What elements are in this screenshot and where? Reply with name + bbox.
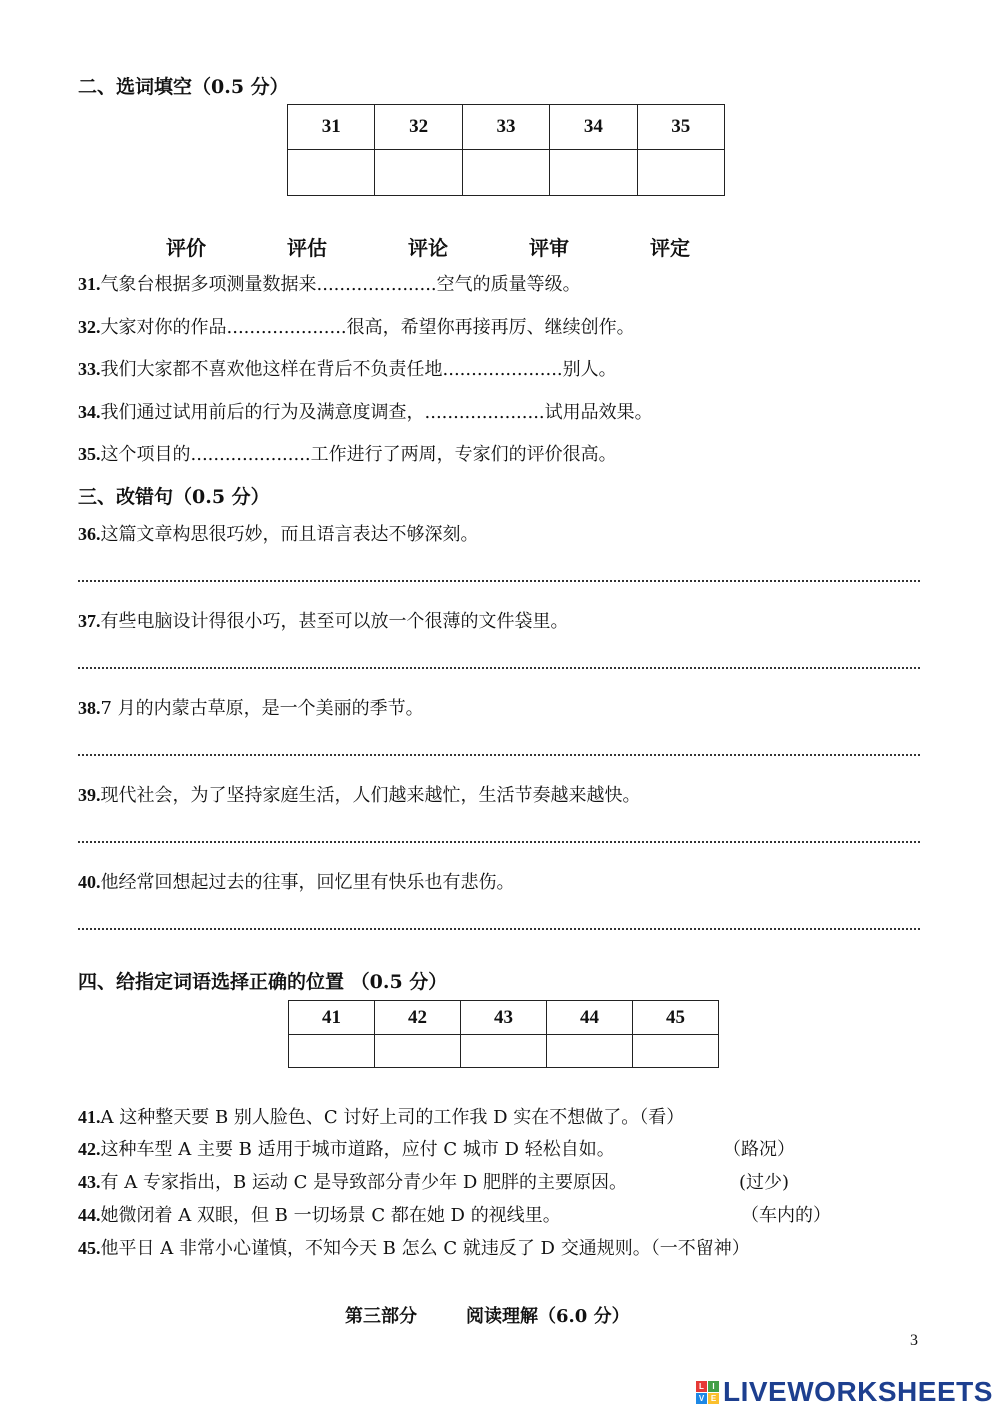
answer-input-33[interactable] — [462, 150, 549, 196]
table-header-43: 43 — [461, 1001, 547, 1035]
question-41: 41.A 这种整天要 B 别人脸色、C 讨好上司的工作我 D 实在不想做了。（看） — [78, 1107, 685, 1128]
question-35: 35.这个项目的.....................工作进行了两周，专家们的评价很高。 — [78, 444, 617, 465]
section4-title: 四、给指定词语选择正确的位置 （0.5 分） — [78, 971, 448, 993]
target-word-44: （车内的） — [741, 1205, 831, 1226]
section2-title: 二、选词填空（0.5 分） — [78, 76, 289, 98]
question-37: 37.有些电脑设计得很小巧，甚至可以放一个很薄的文件袋里。 — [78, 611, 569, 632]
question-36: 36.这篇文章构思很巧妙，而且语言表达不够深刻。 — [78, 524, 479, 545]
answer-table-41-45 — [288, 1000, 719, 1068]
target-word-43: (过少) — [739, 1172, 790, 1193]
answer-input-34[interactable] — [550, 150, 637, 196]
table-header-34: 34 — [550, 105, 637, 150]
question-34: 34.我们通过试用前后的行为及满意度调查，.....................试用品效果。 — [78, 402, 653, 423]
answer-input-35[interactable] — [637, 150, 724, 196]
answer-input-43[interactable] — [461, 1035, 547, 1068]
question-45: 45.他平日 A 非常小心谨慎，不知今天 B 怎么 C 就违反了 D 交通规则。（一不留神） — [78, 1238, 750, 1259]
table-header-33: 33 — [462, 105, 549, 150]
table-header-41: 41 — [289, 1001, 375, 1035]
answer-input-44[interactable] — [547, 1035, 633, 1068]
question-42: 42.这种车型 A 主要 B 适用于城市道路，应付 C 城市 D 轻松自如。 — [78, 1139, 615, 1160]
brand-logo-icon: L I V E — [696, 1381, 719, 1404]
brand-footer[interactable] — [696, 1376, 993, 1408]
question-33: 33.我们大家都不喜欢他这样在背后不负责任地.....................别人。 — [78, 359, 617, 380]
table-header-42: 42 — [375, 1001, 461, 1035]
table-header-32: 32 — [375, 105, 462, 150]
part3-label: 第三部分 — [345, 1306, 417, 1327]
answer-line-38[interactable] — [78, 754, 920, 756]
answer-line-36[interactable] — [78, 580, 920, 582]
table-header-44: 44 — [547, 1001, 633, 1035]
answer-input-31[interactable] — [288, 150, 375, 196]
table-header-35: 35 — [637, 105, 724, 150]
word-option-1: 评价 — [166, 236, 206, 260]
word-option-2: 评估 — [287, 236, 327, 260]
answer-line-40[interactable] — [78, 928, 920, 930]
question-38: 38.7 月的内蒙古草原，是一个美丽的季节。 — [78, 698, 424, 719]
answer-input-32[interactable] — [375, 150, 462, 196]
answer-table-31-35 — [287, 104, 725, 196]
word-option-5: 评定 — [650, 236, 690, 260]
question-39: 39.现代社会，为了坚持家庭生活，人们越来越忙，生活节奏越来越快。 — [78, 785, 641, 806]
section3-title: 三、改错句（0.5 分） — [78, 486, 270, 508]
question-43: 43.有 A 专家指出，B 运动 C 是导致部分青少年 D 肥胖的主要原因。 — [78, 1172, 627, 1193]
page-number: 3 — [910, 1332, 918, 1349]
word-option-3: 评论 — [408, 236, 448, 260]
brand-name: LIVEWORKSHEETS — [723, 1376, 993, 1407]
answer-input-41[interactable] — [289, 1035, 375, 1068]
part3-title: 阅读理解（6.0 分） — [466, 1306, 630, 1327]
question-32: 32.大家对你的作品.....................很高，希望你再接再厉、继续创作。 — [78, 317, 635, 338]
answer-line-39[interactable] — [78, 841, 920, 843]
question-44: 44.她微闭着 A 双眼，但 B 一切场景 C 都在她 D 的视线里。 — [78, 1205, 561, 1226]
answer-input-45[interactable] — [633, 1035, 719, 1068]
table-header-31: 31 — [288, 105, 375, 150]
word-option-4: 评审 — [529, 236, 569, 260]
answer-input-42[interactable] — [375, 1035, 461, 1068]
target-word-42: （路况） — [723, 1139, 795, 1160]
question-31: 31.气象台根据多项测量数据来.....................空气的质量等级。 — [78, 274, 581, 295]
question-40: 40.他经常回想起过去的往事，回忆里有快乐也有悲伤。 — [78, 872, 515, 893]
table-header-45: 45 — [633, 1001, 719, 1035]
answer-line-37[interactable] — [78, 667, 920, 669]
